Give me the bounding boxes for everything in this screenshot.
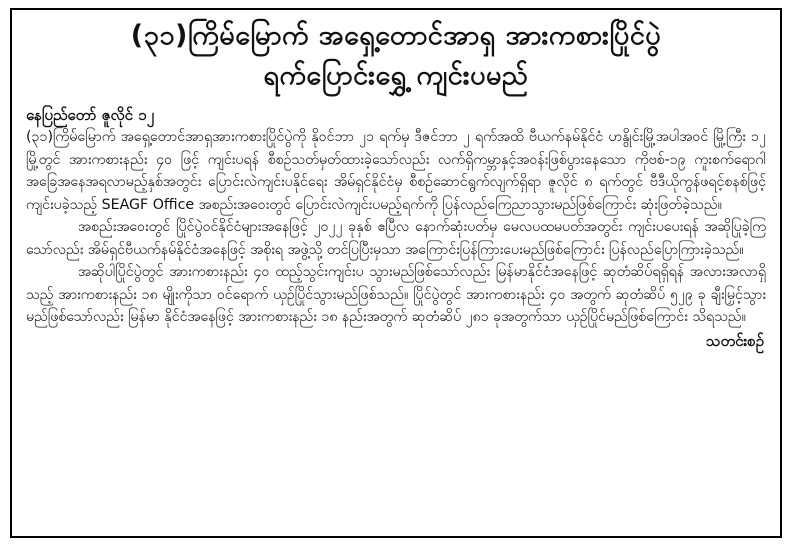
headline-line-1: (၃၁)ကြိမ်မြောက် အရှေ့တောင်အာရှ အားကစားပြိုင်ပွဲ [130, 20, 662, 51]
article-paragraph-2: အစည်းအဝေးတွင် ပြိုင်ပွဲဝင်နိုင်ငံများအနေဖြင့် ၂၀၂၂ ခုနှစ် ဧပြီလ နောက်ဆုံးပတ်မှ မေလပထမပတ်အတွင်း ကျင်းပပေးရန် အဆိုပြုခဲ့ကြသော်လည်း အိမ်ရှင်ဗီယက်နမ်နိုင်ငံအနေဖြင့် အစိုးရ အဖွဲ့သို့ တင်ပြပြီးမှသာ အကြောင်းပြန်ကြားပေးမည်ဖြစ်ကြောင်း ပြန်လည်ပြောကြားခဲ့သည်။ [26, 219, 766, 258]
article-paragraph-1: (၃၁)ကြိမ်မြောက် အရှေ့တောင်အာရှအားကစားပြိုင်ပွဲကို နိုဝင်ဘာ ၂၁ ရက်မှ ဒီဇင်ဘာ ၂ ရက်အထိ ဗီယက်နမ်နိုင်ငံ ဟနွိုင်းမြို့အပါအဝင် မြို့ကြီး ၁၂ မြို့တွင် အားကစားနည်း ၄၀ ဖြင့် ကျင်းပရန် စီစဉ်သတ်မှတ်ထားခဲ့သော်လည်း လက်ရှိကမ္ဘာနှင့်အဝန်းဖြစ်ပွားနေသော ကိုဗစ်-၁၉ ကူးစက်ရောဂါအခြေအနေအရလာမည့်နှစ်အတွင်း ပြောင်းလဲကျင်းပနိုင်ရေး အိမ်ရှင်နိုင်ငံမှ စီစဉ်ဆောင်ရွက်လျက်ရှိရာ ဇူလိုင် ၈ ရက်တွင် ဗီဒီယိုကွန်ဖရင့်စနစ်ဖြင့် ကျင်းပခဲ့သည့် SEAGF Office အစည်းအဝေးတွင် ပြောင်းလဲကျင်းပမည့်ရက်ကို ပြန်လည်ကြေညာသွားမည်ဖြစ်ကြောင်း ဆုံးဖြတ်ခဲ့သည်။ [26, 129, 766, 213]
dateline: နေပြည်တော် ဇူလိုင် ၁၂ [26, 106, 154, 124]
article-paragraph-3: အဆိုပါပြိုင်ပွဲတွင် အားကစားနည်း ၄၀ ထည့်သွင်းကျင်းပ သွားမည်ဖြစ်သော်လည်း မြန်မာနိုင်ငံအနေဖြင့် ဆုတံဆိပ်ရရှိရန် အလားအလာရှိသည့် အားကစားနည်း ၁၈ မျိုးကိုသာ ဝင်ရောက် ယှဉ်ပြိုင်သွားမည်ဖြစ်သည်။ ပြိုင်ပွဲတွင် အားကစားနည်း ၄၀ အတွက် ဆုတံဆိပ် ၅၂၉ ခု ချီးမြှင့်သွားမည်ဖြစ်သော်လည်း မြန်မာ နိုင်ငံအနေဖြင့် အားကစားနည်း ၁၈ နည်းအတွက် ဆုတံဆိပ် ၂၈၁ ခုအတွက်သာ ယှဉ်ပြိုင်မည်ဖြစ်ကြောင်း သိရသည်။ [26, 264, 766, 325]
headline-line-2: ရက်ပြောင်းရွှေ့ ကျင်းပမည် [263, 60, 529, 91]
news-article [10, 8, 782, 538]
byline: သတင်းစဉ် [706, 331, 764, 350]
